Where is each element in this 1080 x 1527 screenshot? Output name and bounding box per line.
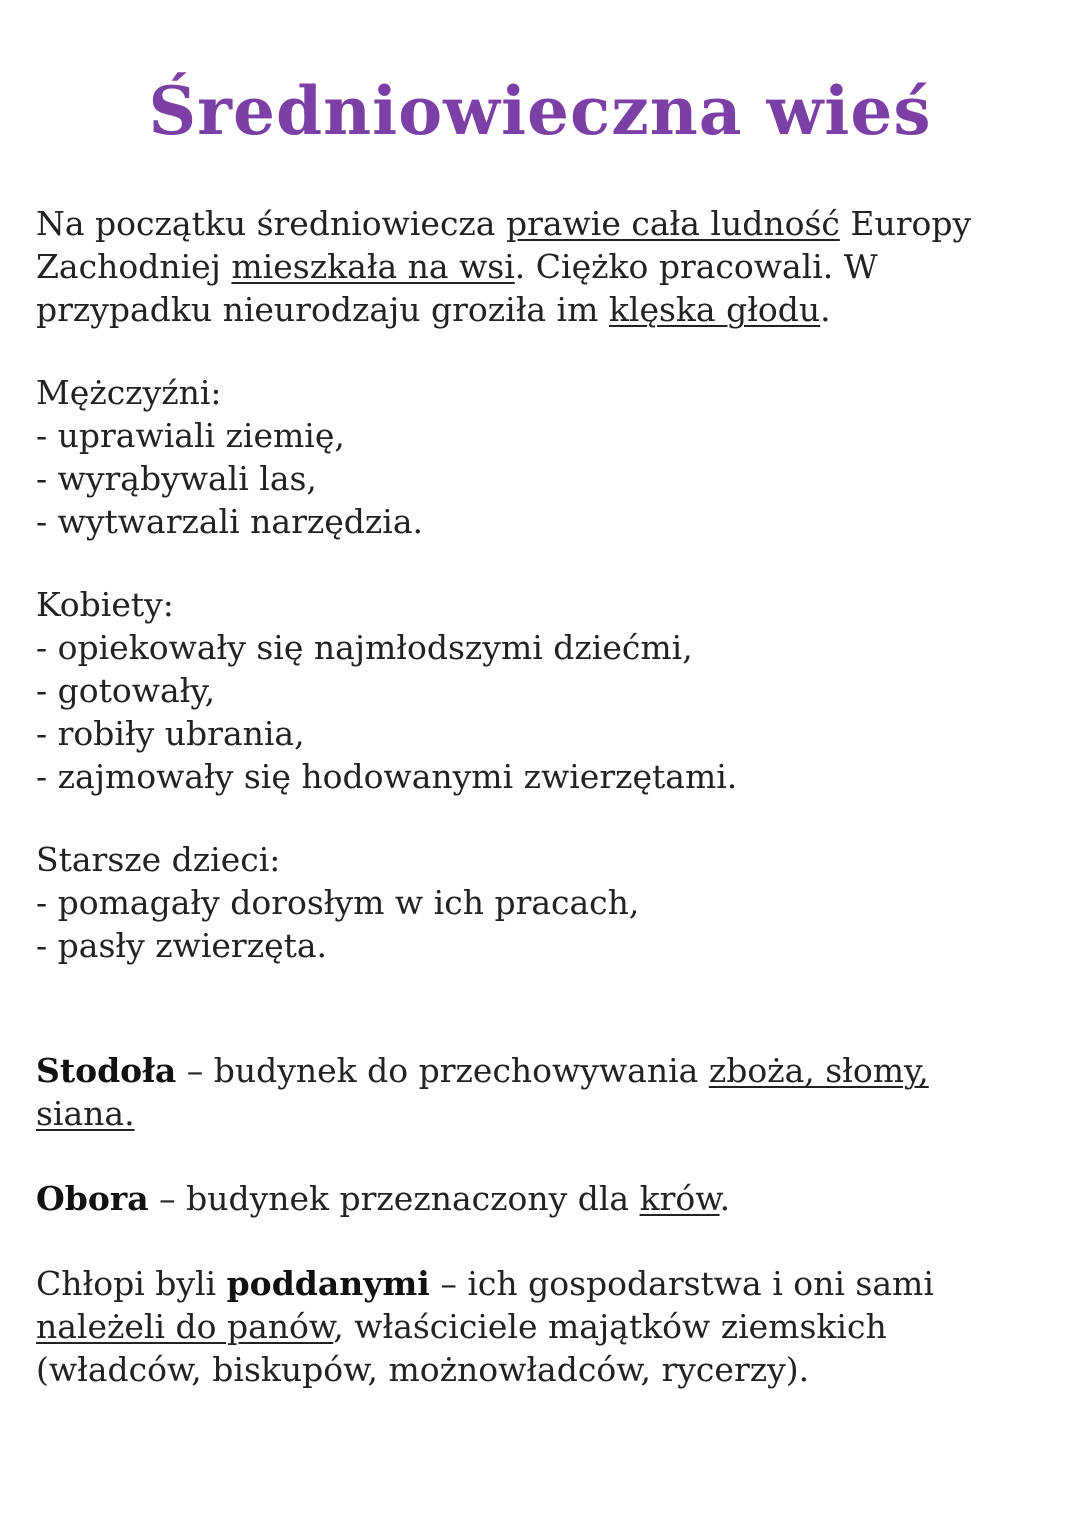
- underlined-phrase: klęska głodu: [608, 290, 821, 329]
- term-bold: Stodoła: [36, 1051, 177, 1090]
- list-item: - pomagały dorosłym w ich pracach,: [36, 883, 640, 922]
- underlined-phrase: prawie cała ludność: [505, 204, 840, 243]
- paragraph-line: [36, 1305, 1044, 1348]
- intro-line: [36, 245, 1044, 288]
- women-section: [36, 583, 1044, 798]
- section-heading: Mężczyźni:: [36, 373, 222, 412]
- intro-text: . Ciężko pracowali. W: [514, 247, 878, 286]
- list-item: - wytwarzali narzędzia.: [36, 502, 423, 541]
- term-bold: Obora: [36, 1179, 149, 1218]
- definition-line: [36, 1049, 1044, 1092]
- intro-text: przypadku nieurodzaju groziła im: [36, 290, 609, 329]
- intro-line: [36, 202, 1044, 245]
- underlined-phrase: mieszkała na wsi: [231, 247, 515, 286]
- underlined-phrase: siana.: [36, 1094, 135, 1133]
- definition-line: [36, 1092, 1044, 1135]
- list-item: - zajmowały się hodowanymi zwierzętami.: [36, 757, 738, 796]
- obora-definition: [36, 1177, 1044, 1220]
- paragraph-text: , właściciele majątków ziemskich: [333, 1307, 887, 1346]
- underlined-phrase: należeli do panów: [36, 1307, 334, 1346]
- list-item: - uprawiali ziemię,: [36, 416, 345, 455]
- definition-text: – budynek do przechowywania: [176, 1051, 709, 1090]
- intro-text: Europy: [839, 204, 972, 243]
- chlopi-paragraph: [36, 1262, 1044, 1391]
- definition-text: – budynek przeznaczony dla: [148, 1179, 640, 1218]
- intro-line: [36, 288, 1044, 331]
- list-item: - opiekowały się najmłodszymi dziećmi,: [36, 628, 693, 667]
- list-item: - gotowały,: [36, 671, 216, 710]
- section-heading: Kobiety:: [36, 585, 174, 624]
- stodola-definition: [36, 1049, 1044, 1135]
- intro-text: Zachodniej: [36, 247, 232, 286]
- list-item: - wyrąbywali las,: [36, 459, 317, 498]
- definition-line: [36, 1177, 1044, 1220]
- intro-text: Na początku średniowiecza: [36, 204, 506, 243]
- intro-text: .: [820, 290, 831, 329]
- page-title: Średniowieczna wieś: [148, 72, 932, 150]
- list-item: - robiły ubrania,: [36, 714, 305, 753]
- section-heading: Starsze dzieci:: [36, 840, 281, 879]
- men-section: [36, 371, 1044, 543]
- paragraph-line: (władców, biskupów, możnowładców, rycerzy).: [36, 1350, 810, 1389]
- term-bold: poddanymi: [226, 1264, 430, 1303]
- paragraph-text: Chłopi byli: [36, 1264, 227, 1303]
- intro-paragraph: [36, 202, 1044, 331]
- underlined-phrase: krów: [639, 1179, 720, 1218]
- children-section: [36, 838, 1044, 967]
- underlined-phrase: zboża, słomy,: [708, 1051, 929, 1090]
- paragraph-text: – ich gospodarstwa i oni sami: [429, 1264, 934, 1303]
- list-item: - pasły zwierzęta.: [36, 926, 328, 965]
- paragraph-line: [36, 1262, 1044, 1305]
- definition-text: .: [719, 1179, 731, 1218]
